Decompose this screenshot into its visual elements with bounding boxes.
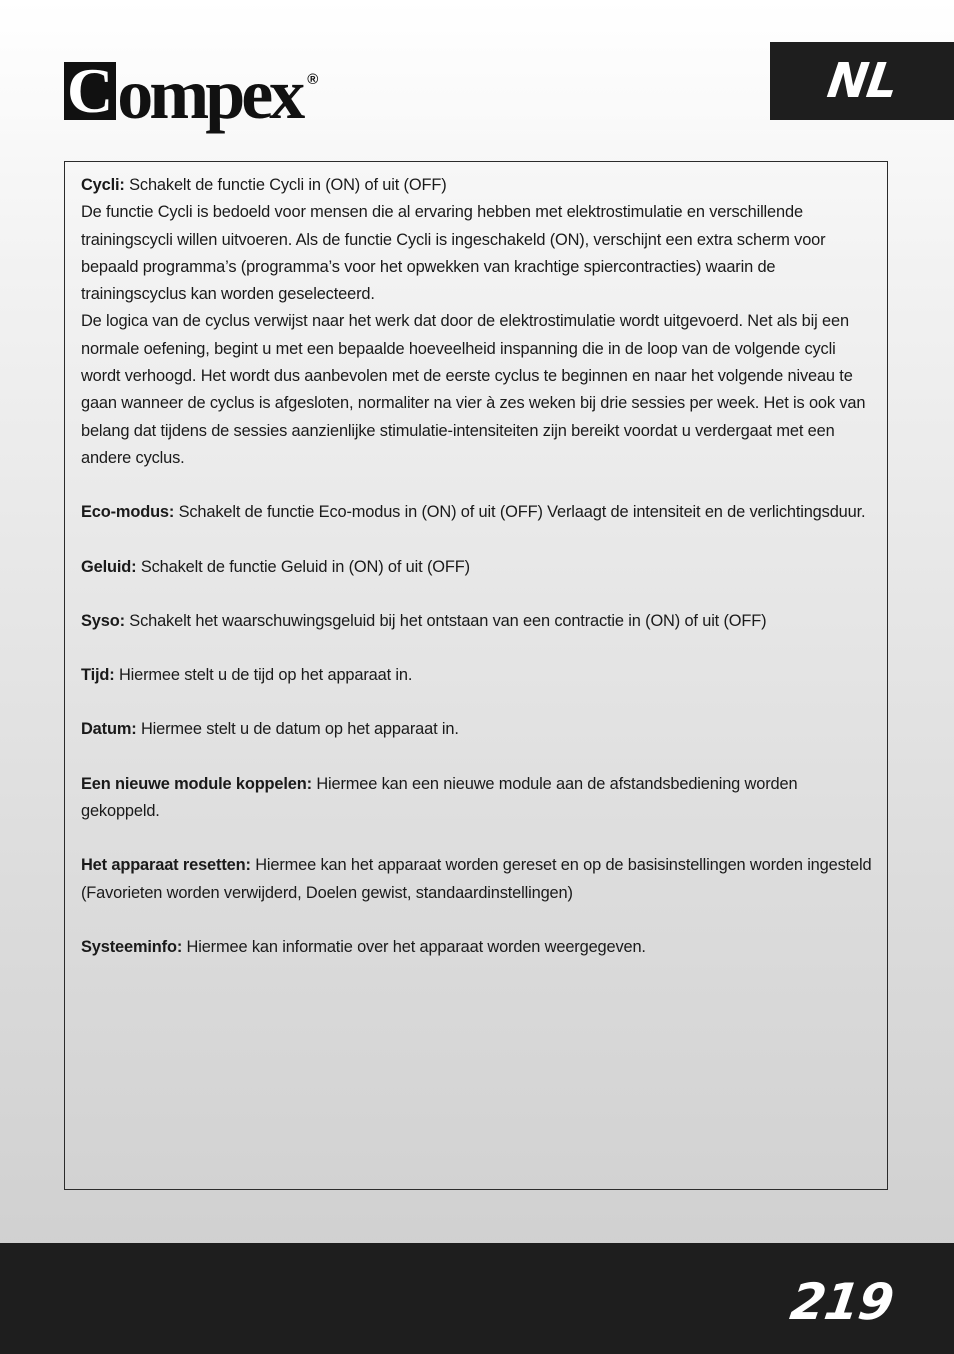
compex-logo <box>64 40 318 134</box>
logo-initial: C <box>64 62 116 120</box>
content-box <box>64 161 888 1190</box>
syso-text: Schakelt het waarschuwingsgeluid bij het ontstaan van een contractie in (ON) of uit (OFF) <box>129 611 767 630</box>
logo-wordmark: ompex <box>117 54 302 134</box>
eco-text: Schakelt de functie Eco-modus in (ON) of uit (OFF) Verlaagt de intensiteit en de verlichtingsduur. <box>178 503 866 522</box>
info-paragraph <box>81 934 873 961</box>
datum-label: Datum: <box>81 720 137 739</box>
datum-paragraph <box>81 716 873 743</box>
reset-paragraph <box>81 852 873 907</box>
module-text: Hiermee kan een nieuwe module aan de afstandsbediening worden gekoppeld. <box>81 774 798 821</box>
cycli-paragraph <box>81 172 873 199</box>
page-number: 219 <box>786 1273 897 1331</box>
tijd-paragraph <box>81 662 873 689</box>
geluid-paragraph <box>81 554 873 581</box>
eco-paragraph <box>81 499 873 526</box>
cycli-text: Schakelt de functie Cycli in (ON) of uit (OFF) <box>129 176 447 194</box>
info-text: Hiermee kan informatie over het apparaat worden weergegeven. <box>186 937 646 956</box>
language-tab <box>770 42 954 120</box>
language-code: NL <box>823 53 901 109</box>
datum-text: Hiermee stelt u de datum op het apparaat in. <box>140 720 459 739</box>
module-label: Een nieuwe module koppelen: <box>81 774 312 793</box>
reset-text: Hiermee kan het apparaat worden gereset en op de basisinstellingen worden ingesteld (Favorieten worden verwijderd, Doelen gewist, standaardinstellingen) <box>81 856 872 902</box>
cycli-label: Cycli: <box>81 176 125 194</box>
registered-mark: ® <box>307 71 319 88</box>
syso-label: Syso: <box>81 611 125 630</box>
module-paragraph <box>81 771 873 826</box>
footer-bar <box>0 1243 954 1354</box>
cycli-logic: De logica van de cyclus verwijst naar het werk dat door de elektrostimulatie wordt uitgevoerd. Net als bij een normale oefening, begint u met een bepaalde hoeveelheid inspanning die in de loop van de volgende cycli wordt verhoogd. Het wordt dus aanbevolen met de eerste cyclus te beginnen en naar het volgende niveau te gaan wanneer de cyclus is afgesloten, normaliter na vier à zes weken bij drie sessies per week. Het is ook van belang dat tijdens de sessies aanzienlijke stimulatie-intensiteiten zijn bereikt voordat u verdergaat met een andere cyclus. <box>81 312 866 467</box>
reset-label: Het apparaat resetten: <box>81 856 251 875</box>
geluid-text: Schakelt de functie Geluid in (ON) of uit (OFF) <box>140 557 470 576</box>
geluid-label: Geluid: <box>81 557 137 576</box>
tijd-text: Hiermee stelt u de tijd op het apparaat in. <box>118 666 413 685</box>
tijd-label: Tijd: <box>81 666 115 685</box>
syso-paragraph <box>81 608 873 635</box>
cycli-description: De functie Cycli is bedoeld voor mensen die al ervaring hebben met elektrostimulatie en verschillende trainingscycli willen uitvoeren. Als de functie Cycli is ingeschakeld (ON), verschijnt een extra scherm voor bepaald programma’s (programma’s voor het opwekken van krachtige spiercontracties) waarin de trainingscyclus kan worden geselecteerd. <box>81 203 826 304</box>
info-label: Systeeminfo: <box>81 937 183 956</box>
eco-label: Eco-modus: <box>81 503 175 522</box>
